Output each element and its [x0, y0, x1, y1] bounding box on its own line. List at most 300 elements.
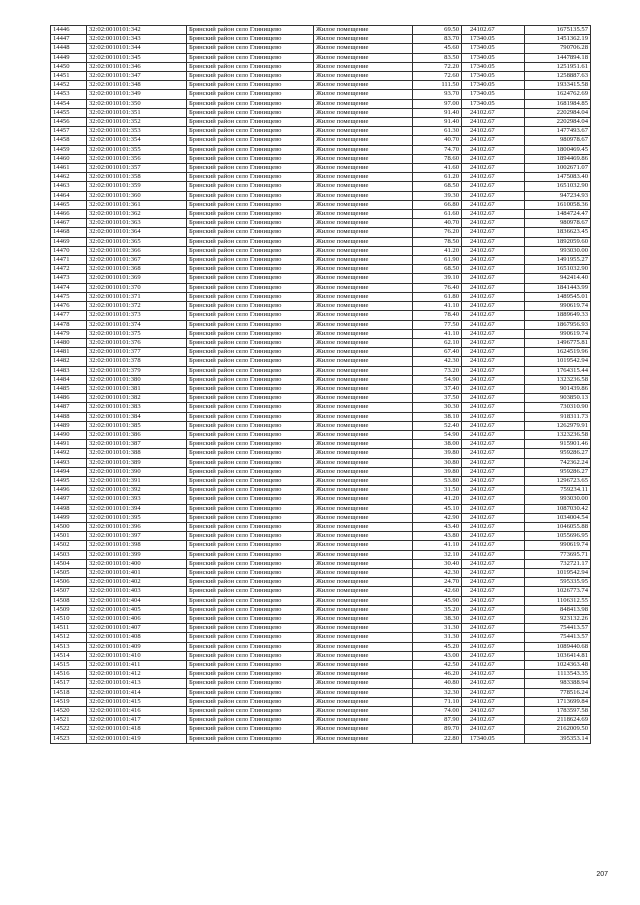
specific-value-cell: 24102.67: [462, 697, 525, 706]
table-row: [51, 127, 591, 136]
specific-value-cell: 24102.67: [462, 237, 525, 246]
cadastral-value-cell: 1258887.63: [525, 72, 591, 81]
row-number-cell: 14477: [51, 311, 87, 320]
table-row: [51, 605, 591, 614]
address-cell: Брянский район село Глинищево: [187, 127, 314, 136]
table-row: [51, 559, 591, 568]
object-type-cell: Жилое помещение: [314, 283, 413, 292]
specific-value-cell: 24102.67: [462, 541, 525, 550]
specific-value-cell: 24102.67: [462, 108, 525, 117]
area-cell: 54.90: [413, 375, 462, 384]
address-cell: Брянский район село Глинищево: [187, 412, 314, 421]
table-row: [51, 421, 591, 430]
specific-value-cell: 24102.67: [462, 513, 525, 522]
cadastral-value-cell: 1475083.40: [525, 173, 591, 182]
specific-value-cell: 24102.67: [462, 302, 525, 311]
specific-value-cell: 24102.67: [462, 127, 525, 136]
address-cell: Брянский район село Глинищево: [187, 53, 314, 62]
table-row: [51, 311, 591, 320]
specific-value-cell: 24102.67: [462, 716, 525, 725]
object-type-cell: Жилое помещение: [314, 384, 413, 393]
cadastral-value-cell: 1841443.99: [525, 283, 591, 292]
cadastral-value-cell: 754413.57: [525, 624, 591, 633]
table-row: [51, 384, 591, 393]
cadastral-value-cell: 1113543.35: [525, 670, 591, 679]
table-row: [51, 228, 591, 237]
object-type-cell: Жилое помещение: [314, 596, 413, 605]
specific-value-cell: 24102.67: [462, 522, 525, 531]
row-number-cell: 14514: [51, 651, 87, 660]
specific-value-cell: 17340.05: [462, 734, 525, 743]
specific-value-cell: 24102.67: [462, 596, 525, 605]
address-cell: Брянский район село Глинищево: [187, 578, 314, 587]
row-number-cell: 14518: [51, 688, 87, 697]
specific-value-cell: 24102.67: [462, 154, 525, 163]
row-number-cell: 14508: [51, 596, 87, 605]
row-number-cell: 14458: [51, 136, 87, 145]
cadastral-value-cell: 1783597.58: [525, 707, 591, 716]
object-type-cell: Жилое помещение: [314, 707, 413, 716]
table-row: [51, 734, 591, 743]
specific-value-cell: 24102.67: [462, 449, 525, 458]
area-cell: 31.50: [413, 486, 462, 495]
cadastral-value-cell: 923132.26: [525, 615, 591, 624]
specific-value-cell: 24102.67: [462, 210, 525, 219]
specific-value-cell: 24102.67: [462, 412, 525, 421]
table-row: [51, 283, 591, 292]
cadastral-value-cell: 1106312.55: [525, 596, 591, 605]
address-cell: Брянский район село Глинищево: [187, 504, 314, 513]
table-row: [51, 338, 591, 347]
specific-value-cell: 17340.05: [462, 81, 525, 90]
cadastral-value-cell: 903850.13: [525, 394, 591, 403]
address-cell: Брянский район село Глинищево: [187, 136, 314, 145]
address-cell: Брянский район село Глинищево: [187, 486, 314, 495]
cadastral-number-cell: 32:02:0010101:418: [87, 725, 187, 734]
address-cell: Брянский район село Глинищево: [187, 81, 314, 90]
cadastral-value-cell: 1624762.69: [525, 90, 591, 99]
specific-value-cell: 24102.67: [462, 458, 525, 467]
object-type-cell: Жилое помещение: [314, 127, 413, 136]
object-type-cell: Жилое помещение: [314, 615, 413, 624]
specific-value-cell: 24102.67: [462, 670, 525, 679]
cadastral-number-cell: 32:02:0010101:363: [87, 219, 187, 228]
specific-value-cell: 24102.67: [462, 348, 525, 357]
row-number-cell: 14451: [51, 72, 87, 81]
address-cell: Брянский район село Глинищево: [187, 256, 314, 265]
row-number-cell: 14485: [51, 384, 87, 393]
cadastral-number-cell: 32:02:0010101:400: [87, 559, 187, 568]
area-cell: 62.10: [413, 338, 462, 347]
specific-value-cell: 24102.67: [462, 633, 525, 642]
table-row: [51, 624, 591, 633]
address-cell: Брянский район село Глинищево: [187, 688, 314, 697]
row-number-cell: 14463: [51, 182, 87, 191]
row-number-cell: 14522: [51, 725, 87, 734]
cadastral-number-cell: 32:02:0010101:404: [87, 596, 187, 605]
table-row: [51, 596, 591, 605]
address-cell: Брянский район село Глинищево: [187, 154, 314, 163]
table-row: [51, 568, 591, 577]
cadastral-number-cell: 32:02:0010101:372: [87, 302, 187, 311]
cadastral-number-cell: 32:02:0010101:378: [87, 357, 187, 366]
cadastral-number-cell: 32:02:0010101:419: [87, 734, 187, 743]
cadastral-number-cell: 32:02:0010101:356: [87, 154, 187, 163]
specific-value-cell: 24102.67: [462, 182, 525, 191]
object-type-cell: Жилое помещение: [314, 661, 413, 670]
cadastral-value-cell: 942414.40: [525, 274, 591, 283]
address-cell: Брянский район село Глинищево: [187, 108, 314, 117]
object-type-cell: Жилое помещение: [314, 219, 413, 228]
cadastral-value-cell: 1489545.01: [525, 292, 591, 301]
address-cell: Брянский район село Глинищево: [187, 329, 314, 338]
address-cell: Брянский район село Глинищево: [187, 725, 314, 734]
cadastral-value-cell: 2162009.50: [525, 725, 591, 734]
address-cell: Брянский район село Глинищево: [187, 164, 314, 173]
cadastral-number-cell: 32:02:0010101:414: [87, 688, 187, 697]
table-row: [51, 357, 591, 366]
specific-value-cell: 24102.67: [462, 26, 525, 35]
area-cell: 37.50: [413, 394, 462, 403]
area-cell: 39.30: [413, 191, 462, 200]
row-number-cell: 14478: [51, 320, 87, 329]
object-type-cell: Жилое помещение: [314, 53, 413, 62]
cadastral-number-cell: 32:02:0010101:357: [87, 164, 187, 173]
table-row: [51, 72, 591, 81]
object-type-cell: Жилое помещение: [314, 90, 413, 99]
address-cell: Брянский район село Глинищево: [187, 246, 314, 255]
row-number-cell: 14506: [51, 578, 87, 587]
area-cell: 76.40: [413, 283, 462, 292]
table-row: [51, 348, 591, 357]
cadastral-value-cell: 983388.94: [525, 679, 591, 688]
table-body: [51, 26, 591, 744]
object-type-cell: Жилое помещение: [314, 81, 413, 90]
table-row: [51, 246, 591, 255]
area-cell: 78.40: [413, 311, 462, 320]
cadastral-value-cell: 959286.27: [525, 467, 591, 476]
row-number-cell: 14487: [51, 403, 87, 412]
table-row: [51, 467, 591, 476]
cadastral-value-cell: 1624519.96: [525, 348, 591, 357]
cadastral-number-cell: 32:02:0010101:365: [87, 237, 187, 246]
address-cell: Брянский район село Глинищево: [187, 716, 314, 725]
cadastral-value-cell: 595335.95: [525, 578, 591, 587]
table-row: [51, 725, 591, 734]
specific-value-cell: 24102.67: [462, 173, 525, 182]
row-number-cell: 14489: [51, 421, 87, 430]
table-row: [51, 486, 591, 495]
area-cell: 69.50: [413, 26, 462, 35]
row-number-cell: 14466: [51, 210, 87, 219]
table-row: [51, 44, 591, 53]
table-row: [51, 661, 591, 670]
cadastral-value-cell: 1323236.58: [525, 375, 591, 384]
area-cell: 41.10: [413, 541, 462, 550]
cadastral-value-cell: 1867956.93: [525, 320, 591, 329]
object-type-cell: Жилое помещение: [314, 191, 413, 200]
object-type-cell: Жилое помещение: [314, 651, 413, 660]
cadastral-number-cell: 32:02:0010101:351: [87, 108, 187, 117]
row-number-cell: 14497: [51, 495, 87, 504]
object-type-cell: Жилое помещение: [314, 302, 413, 311]
object-type-cell: Жилое помещение: [314, 237, 413, 246]
table-row: [51, 274, 591, 283]
row-number-cell: 14475: [51, 292, 87, 301]
row-number-cell: 14457: [51, 127, 87, 136]
specific-value-cell: 24102.67: [462, 329, 525, 338]
cadastral-number-cell: 32:02:0010101:346: [87, 62, 187, 71]
cadastral-number-cell: 32:02:0010101:347: [87, 72, 187, 81]
table-row: [51, 440, 591, 449]
cadastral-number-cell: 32:02:0010101:415: [87, 697, 187, 706]
area-cell: 74.00: [413, 707, 462, 716]
object-type-cell: Жилое помещение: [314, 99, 413, 108]
area-cell: 67.40: [413, 348, 462, 357]
address-cell: Брянский район село Глинищево: [187, 624, 314, 633]
table-row: [51, 550, 591, 559]
area-cell: 91.40: [413, 118, 462, 127]
specific-value-cell: 24102.67: [462, 145, 525, 154]
address-cell: Брянский район село Глинищево: [187, 651, 314, 660]
cadastral-value-cell: 1034004.54: [525, 513, 591, 522]
row-number-cell: 14502: [51, 541, 87, 550]
address-cell: Брянский район село Глинищево: [187, 357, 314, 366]
cadastral-number-cell: 32:02:0010101:390: [87, 467, 187, 476]
cadastral-number-cell: 32:02:0010101:370: [87, 283, 187, 292]
specific-value-cell: 24102.67: [462, 550, 525, 559]
row-number-cell: 14519: [51, 697, 87, 706]
address-cell: Брянский район село Глинищево: [187, 145, 314, 154]
cadastral-number-cell: 32:02:0010101:384: [87, 412, 187, 421]
table-row: [51, 145, 591, 154]
object-type-cell: Жилое помещение: [314, 578, 413, 587]
row-number-cell: 14513: [51, 642, 87, 651]
row-number-cell: 14509: [51, 605, 87, 614]
cadastral-number-cell: 32:02:0010101:349: [87, 90, 187, 99]
object-type-cell: Жилое помещение: [314, 421, 413, 430]
specific-value-cell: 24102.67: [462, 265, 525, 274]
row-number-cell: 14476: [51, 302, 87, 311]
specific-value-cell: 24102.67: [462, 118, 525, 127]
table-row: [51, 670, 591, 679]
table-row: [51, 292, 591, 301]
row-number-cell: 14507: [51, 587, 87, 596]
object-type-cell: Жилое помещение: [314, 145, 413, 154]
object-type-cell: Жилое помещение: [314, 522, 413, 531]
cadastral-value-cell: 1036414.81: [525, 651, 591, 660]
cadastral-number-cell: 32:02:0010101:399: [87, 550, 187, 559]
object-type-cell: Жилое помещение: [314, 274, 413, 283]
area-cell: 45.60: [413, 44, 462, 53]
object-type-cell: Жилое помещение: [314, 164, 413, 173]
row-number-cell: 14516: [51, 670, 87, 679]
object-type-cell: Жилое помещение: [314, 72, 413, 81]
table-row: [51, 513, 591, 522]
table-row: [51, 532, 591, 541]
row-number-cell: 14484: [51, 375, 87, 384]
cadastral-value-cell: 915901.46: [525, 440, 591, 449]
object-type-cell: Жилое помещение: [314, 412, 413, 421]
cadastral-value-cell: 1055696.95: [525, 532, 591, 541]
cadastral-value-cell: 1484724.47: [525, 210, 591, 219]
row-number-cell: 14455: [51, 108, 87, 117]
specific-value-cell: 24102.67: [462, 642, 525, 651]
row-number-cell: 14494: [51, 467, 87, 476]
area-cell: 30.30: [413, 403, 462, 412]
cadastral-number-cell: 32:02:0010101:405: [87, 605, 187, 614]
address-cell: Брянский район село Глинищево: [187, 274, 314, 283]
address-cell: Брянский район село Глинищево: [187, 228, 314, 237]
cadastral-value-cell: 1323236.58: [525, 430, 591, 439]
cadastral-number-cell: 32:02:0010101:406: [87, 615, 187, 624]
address-cell: Брянский район село Глинищево: [187, 375, 314, 384]
address-cell: Брянский район село Глинищево: [187, 550, 314, 559]
specific-value-cell: 24102.67: [462, 587, 525, 596]
address-cell: Брянский район село Глинищево: [187, 118, 314, 127]
cadastral-value-cell: 1019542.94: [525, 568, 591, 577]
table-row: [51, 449, 591, 458]
address-cell: Брянский район село Глинищево: [187, 587, 314, 596]
cadastral-number-cell: 32:02:0010101:343: [87, 35, 187, 44]
specific-value-cell: 17340.05: [462, 53, 525, 62]
cadastral-value-cell: 980978.67: [525, 136, 591, 145]
specific-value-cell: 24102.67: [462, 725, 525, 734]
row-number-cell: 14482: [51, 357, 87, 366]
specific-value-cell: 24102.67: [462, 191, 525, 200]
row-number-cell: 14479: [51, 329, 87, 338]
address-cell: Брянский район село Глинищево: [187, 421, 314, 430]
cadastral-number-cell: 32:02:0010101:397: [87, 532, 187, 541]
cadastral-number-cell: 32:02:0010101:417: [87, 716, 187, 725]
object-type-cell: Жилое помещение: [314, 200, 413, 209]
row-number-cell: 14456: [51, 118, 87, 127]
row-number-cell: 14483: [51, 366, 87, 375]
object-type-cell: Жилое помещение: [314, 348, 413, 357]
address-cell: Брянский район село Глинищево: [187, 210, 314, 219]
object-type-cell: Жилое помещение: [314, 62, 413, 71]
object-type-cell: Жилое помещение: [314, 559, 413, 568]
table-row: [51, 26, 591, 35]
specific-value-cell: 24102.67: [462, 559, 525, 568]
area-cell: 37.40: [413, 384, 462, 393]
table-row: [51, 237, 591, 246]
object-type-cell: Жилое помещение: [314, 670, 413, 679]
object-type-cell: Жилое помещение: [314, 716, 413, 725]
table-row: [51, 716, 591, 725]
table-row: [51, 329, 591, 338]
specific-value-cell: 24102.67: [462, 283, 525, 292]
object-type-cell: Жилое помещение: [314, 587, 413, 596]
object-type-cell: Жилое помещение: [314, 118, 413, 127]
object-type-cell: Жилое помещение: [314, 624, 413, 633]
area-cell: 61.30: [413, 127, 462, 136]
address-cell: Брянский район село Глинищево: [187, 394, 314, 403]
area-cell: 53.80: [413, 476, 462, 485]
row-number-cell: 14462: [51, 173, 87, 182]
row-number-cell: 14501: [51, 532, 87, 541]
address-cell: Брянский район село Глинищево: [187, 62, 314, 71]
table-row: [51, 108, 591, 117]
row-number-cell: 14505: [51, 568, 87, 577]
area-cell: 45.90: [413, 596, 462, 605]
table-row: [51, 430, 591, 439]
table-row: [51, 458, 591, 467]
cadastral-value-cell: 980978.67: [525, 219, 591, 228]
cadastral-value-cell: 918311.73: [525, 412, 591, 421]
row-number-cell: 14468: [51, 228, 87, 237]
address-cell: Брянский район село Глинищево: [187, 219, 314, 228]
cadastral-number-cell: 32:02:0010101:411: [87, 661, 187, 670]
specific-value-cell: 24102.67: [462, 403, 525, 412]
table-row: [51, 587, 591, 596]
specific-value-cell: 24102.67: [462, 136, 525, 145]
table-row: [51, 200, 591, 209]
table-row: [51, 118, 591, 127]
area-cell: 45.10: [413, 504, 462, 513]
cadastral-number-cell: 32:02:0010101:367: [87, 256, 187, 265]
row-number-cell: 14473: [51, 274, 87, 283]
row-number-cell: 14490: [51, 430, 87, 439]
cadastral-number-cell: 32:02:0010101:366: [87, 246, 187, 255]
cadastral-value-cell: 1262979.91: [525, 421, 591, 430]
address-cell: Брянский район село Глинищево: [187, 596, 314, 605]
cadastral-value-cell: 1089440.68: [525, 642, 591, 651]
cadastral-value-cell: 1451362.19: [525, 35, 591, 44]
area-cell: 32.10: [413, 550, 462, 559]
cadastral-value-cell: 1477493.67: [525, 127, 591, 136]
table-row: [51, 256, 591, 265]
object-type-cell: Жилое помещение: [314, 532, 413, 541]
cadastral-value-cell: 947234.93: [525, 191, 591, 200]
row-number-cell: 14523: [51, 734, 87, 743]
specific-value-cell: 24102.67: [462, 228, 525, 237]
area-cell: 42.30: [413, 357, 462, 366]
address-cell: Брянский район село Глинищево: [187, 191, 314, 200]
cadastral-value-cell: 1651032.90: [525, 182, 591, 191]
address-cell: Брянский район село Глинищево: [187, 99, 314, 108]
specific-value-cell: 24102.67: [462, 274, 525, 283]
object-type-cell: Жилое помещение: [314, 320, 413, 329]
cadastral-number-cell: 32:02:0010101:368: [87, 265, 187, 274]
object-type-cell: Жилое помещение: [314, 338, 413, 347]
cadastral-value-cell: 1026773.74: [525, 587, 591, 596]
address-cell: Брянский район село Глинищево: [187, 642, 314, 651]
row-number-cell: 14460: [51, 154, 87, 163]
object-type-cell: Жилое помещение: [314, 154, 413, 163]
table-row: [51, 412, 591, 421]
table-row: [51, 394, 591, 403]
specific-value-cell: 24102.67: [462, 707, 525, 716]
address-cell: Брянский район село Глинищево: [187, 302, 314, 311]
cadastral-value-cell: 990619.74: [525, 302, 591, 311]
cadastral-value-cell: 1800469.45: [525, 145, 591, 154]
object-type-cell: Жилое помещение: [314, 688, 413, 697]
cadastral-number-cell: 32:02:0010101:373: [87, 311, 187, 320]
address-cell: Брянский район село Глинищево: [187, 661, 314, 670]
address-cell: Брянский район село Глинищево: [187, 707, 314, 716]
table-row: [51, 688, 591, 697]
area-cell: 72.60: [413, 72, 462, 81]
area-cell: 39.80: [413, 467, 462, 476]
cadastral-value-cell: 395353.14: [525, 734, 591, 743]
specific-value-cell: 24102.67: [462, 486, 525, 495]
row-number-cell: 14467: [51, 219, 87, 228]
area-cell: 30.80: [413, 458, 462, 467]
table-row: [51, 81, 591, 90]
table-row: [51, 578, 591, 587]
cadastral-number-cell: 32:02:0010101:412: [87, 670, 187, 679]
